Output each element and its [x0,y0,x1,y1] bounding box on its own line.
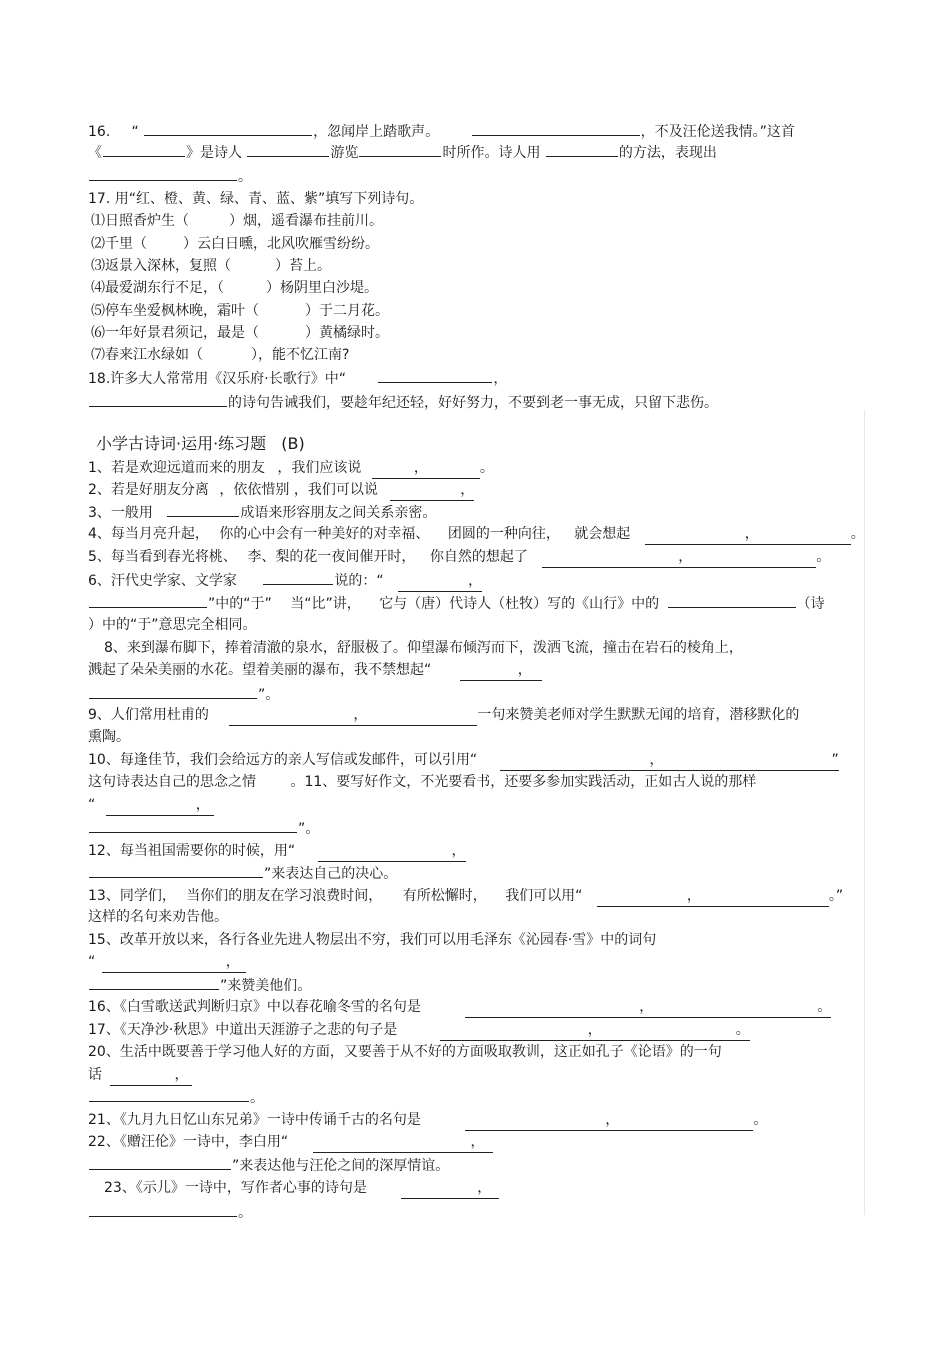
answer-blank[interactable] [465,1110,753,1131]
comma: ， [744,526,759,542]
q16-text-6: 时所作。诗人用 [442,145,541,161]
period: 。 [479,460,494,476]
answer-blank[interactable] [465,997,831,1018]
b21-line [88,1110,767,1130]
answer-blank[interactable] [89,1202,237,1217]
b12-text: 12、每当祖国需要你的时候，用“ [88,843,296,859]
period: 。 [250,1090,264,1106]
q16-text-3: 《 [88,145,102,161]
b1-text: ，我们应该说 [277,460,362,476]
b6-line-3: ）中的“于”意思完全相同。 [88,617,257,633]
period: 。 [816,549,831,565]
q16-number: 16. [88,124,111,140]
q16-text-1: ，忽闻岸上踏歌声。 [313,124,440,140]
b4-text: 4、每当月亮升起， [88,526,209,542]
b4-line [88,524,865,544]
answer-blank[interactable] [372,458,480,479]
b5-text: 你自然的想起了 [429,549,528,565]
b11-line-3 [88,818,319,838]
b22-line-2 [88,1155,449,1175]
answer-blank[interactable] [645,524,851,545]
b3-text: 3、一般用 [88,505,153,521]
b23-line-1 [104,1178,499,1198]
q17-item-text: ⑷最爱湖东行不足，（ [91,280,224,296]
b11-line-2 [88,795,214,815]
q17-item-text: ），能不忆江南? [251,347,350,363]
b23-line-2 [88,1202,252,1222]
b2-text: ，依依惜别 [219,482,290,498]
b13-text: 我们可以用“ [505,888,583,904]
comma: ， [225,954,240,970]
b2-line [88,480,474,500]
b1-text: 1、若是欢迎远道而来的朋友 [88,460,265,476]
section-tag: (B) [281,434,305,453]
answer-blank[interactable] [440,1020,750,1041]
answer-blank[interactable] [110,1065,192,1086]
answer-blank[interactable] [542,547,816,568]
answer-blank[interactable] [102,952,246,973]
answer-blank[interactable] [229,705,477,726]
b6-text: 它与（唐）代诗人（杜牧）写的《山行》中的 [379,596,660,612]
b8-text: 溅起了朵朵美丽的水花。望着美丽的瀑布，我不禁想起“ [88,662,432,678]
section-b-heading [96,433,305,455]
comma: ， [477,1180,492,1196]
q17-item-text: ）杨阴里白沙堤。 [266,280,378,296]
comma: ， [493,371,508,387]
q17-item-text: ）于二月花。 [305,303,389,319]
q17-item-text: ⑸停车坐爱枫林晚，霜叶（ [91,303,259,319]
b12-line-1 [88,841,466,861]
answer-blank[interactable] [398,571,482,592]
answer-blank[interactable] [318,841,466,862]
comma: ， [353,707,368,723]
comma: ， [517,662,532,678]
b10-line-2 [88,772,756,792]
b17-text: 17、《天净沙·秋思》中道出天涯游子之悲的句子是 [88,1022,398,1038]
b15-text: ”来赞美他们。 [220,978,312,994]
b16-line [88,997,831,1017]
q17-item-text: ）烟，遥看瀑布挂前川。 [229,213,383,229]
q17-item-6 [91,323,389,343]
comma: ， [649,752,664,768]
b22-text: ”来表达他与汪伦之间的深厚情谊。 [232,1158,450,1174]
b10-line-1 [88,750,839,770]
answer-blank[interactable] [668,593,796,608]
b13-text: 。” [828,888,844,904]
b2-text: ，我们可以说 [293,482,378,498]
answer-blank[interactable] [597,886,829,907]
b6-text: 说的：“ [334,573,384,589]
b12-text: ”来表达自己的决心。 [264,866,398,882]
quote-open: “ [88,797,96,813]
b16-text: 16、《白雪歌送武判断归京》中以春花喻冬雪的名句是 [88,999,421,1015]
q17-item-text: ）云白日曛，北风吹雁雪纷纷。 [183,236,379,252]
b8-line-2 [88,660,542,680]
comma: ， [413,460,428,476]
q16-text-8: 。 [238,169,252,185]
period: 。 [753,1112,768,1128]
b15-line-2 [88,952,246,972]
q17-item-1 [91,211,383,231]
b6-text: 当“比”讲， [290,596,361,612]
answer-blank[interactable] [89,166,237,181]
answer-blank[interactable] [103,142,185,157]
b2-text: 2、若是好朋友分离 [88,482,209,498]
q17-item-text: ⑶返景入深林，复照（ [91,258,231,274]
b1-line [88,458,494,478]
section-title: 小学古诗词·运用·练习题 [96,434,267,453]
b3-text: 成语来形容朋友之间关系亲密。 [240,505,437,521]
answer-blank[interactable] [247,142,329,157]
answer-blank[interactable] [89,593,207,608]
b10-text: 10、每逢佳节，我们会给远方的亲人写信或发邮件，可以引用“ [88,752,478,768]
b4-text: 就会想起 [574,526,631,542]
b4-text: 你的心中会有一种美好的对幸福、 [219,526,430,542]
b23-text: 23、《示儿》一诗中，写作者心事的诗句是 [104,1180,367,1196]
b5-text: 李、梨的花一夜间催开时， [247,549,416,565]
comma: ， [470,1134,485,1150]
answer-blank[interactable] [401,1178,499,1199]
b22-text: 22、《赠汪伦》一诗中，李白用“ [88,1134,289,1150]
period: 。 [238,1205,252,1221]
b8-text: ”。 [258,687,280,703]
comma: ， [639,999,654,1015]
answer-blank[interactable] [390,480,474,501]
answer-blank[interactable] [89,863,263,878]
b12-line-2 [88,863,397,883]
period: 。 [735,1022,750,1038]
b15-line-1: 15、改革开放以来，各行各业先进人物层出不穷，我们可以用毛泽东《沁园春·雪》中的词句 [88,932,657,948]
answer-blank[interactable] [89,684,257,699]
comma: ， [587,1022,602,1038]
b8-line-3 [88,684,279,704]
q17-item-text: ⑺春来江水绿如（ [91,347,203,363]
answer-blank[interactable] [359,142,441,157]
quote-open: “ [88,954,96,970]
b9-line-2: 熏陶。 [88,729,130,745]
b13-text: 有所松懈时， [402,888,487,904]
b13-text: 当你们的朋友在学习浪费时间， [186,888,383,904]
comma: ， [605,1112,620,1128]
b4-text: 团圆的一种向往， [447,526,560,542]
answer-blank[interactable] [167,502,239,517]
q16-text-2: ，不及汪伦送我情。”这首 [640,124,795,140]
answer-blank[interactable] [89,1087,249,1102]
q17-item-text: ⑴日照香炉生（ [91,213,189,229]
q17-item-text: ⑹一年好景君须记，最是（ [91,325,259,341]
q16-text-5: 游览 [330,145,359,161]
answer-blank[interactable] [106,795,214,816]
answer-blank[interactable] [89,818,297,833]
q16-line-3 [88,166,252,186]
answer-blank[interactable] [89,975,219,990]
b9-text: 9、人们常用杜甫的 [88,707,209,723]
comma: ， [174,1067,189,1083]
b5-line [88,547,830,567]
q18-line-2 [88,392,718,412]
q16-text-4: 》是诗人 [186,145,242,161]
q16-line-2 [88,142,717,162]
b6-text: 6、汗代史学家、文学家 [88,573,237,589]
answer-blank[interactable] [144,121,312,136]
q17-item-2 [91,234,379,254]
b21-text: 21、《九月九日忆山东兄弟》一诗中传诵千古的名句是 [88,1112,421,1128]
b9-text: 一句来赞美老师对学生默默无闻的培育，潜移默化的 [477,707,800,723]
comma: ， [468,573,483,589]
b13-line-1 [88,886,843,906]
q17-item-text: ）黄橘绿时。 [305,325,389,341]
b15-line-3 [88,975,311,995]
b20-line-3 [88,1087,264,1107]
b13-line-2: 这样的名句来劝告他。 [88,909,228,925]
b20-text: 话 [88,1067,102,1083]
b3-line [88,502,436,522]
comma: ， [686,888,701,904]
answer-blank[interactable] [89,1155,231,1170]
b6-text: ”中的“于” [208,596,272,612]
answer-blank[interactable] [89,392,227,407]
q17-item-5 [91,301,389,321]
q17-item-3 [91,256,331,276]
answer-blank[interactable] [472,121,640,136]
q17-item-text: ⑵千里（ [91,236,147,252]
b20-line-1: 20、生活中既要善于学习他人好的方面，又要善于从不好的方面吸取教训，这正如孔子《论语》的一句 [88,1044,722,1060]
q18-text-1: 18.许多大人常常用《汉乐府·长歌行》中“ [88,371,346,387]
answer-blank[interactable] [460,660,542,681]
q18-line-1 [88,368,507,388]
quote-open: “ [131,124,139,140]
answer-blank[interactable] [313,1132,493,1153]
q17-item-text: ）苔上。 [275,258,331,274]
comma: ， [195,797,210,813]
period: 。 [850,526,865,542]
answer-blank[interactable] [500,750,839,771]
comma: ， [451,843,466,859]
b5-text: 5、每当看到春光将桃、 [88,549,237,565]
b20-line-2 [88,1065,192,1085]
b6-line-1 [88,570,482,590]
b6-text: （诗 [796,596,825,612]
answer-blank[interactable] [263,570,333,585]
comma: ， [460,482,475,498]
b6-line-2 [88,593,825,613]
b8-line-1: 8、来到瀑布脚下，捧着清澈的泉水，舒服极了。仰望瀑布倾泻而下，泼洒飞流，撞击在岩石的棱角上， [104,640,743,656]
q16-line-1 [88,121,795,141]
b11-text: 。11、要写好作文，不光要看书，还要多参加实践活动，正如古人说的那样 [290,774,757,790]
period: 。 [817,999,832,1015]
answer-blank[interactable] [378,368,492,383]
b22-line-1 [88,1132,493,1152]
q16-text-7: 的方法，表现出 [618,145,717,161]
b9-line-1 [88,705,799,725]
b13-text: 13、同学们， [88,888,176,904]
comma: ， [678,549,693,565]
q17-item-7 [91,345,349,365]
answer-blank[interactable] [546,142,618,157]
q17-title: 17. 用“红、橙、黄、绿、青、蓝、紫”填写下列诗句。 [88,191,424,207]
q18-text-2: 的诗句告诫我们，要趁年纪还轻，好好努力，不要到老一事无成，只留下悲伤。 [228,395,718,411]
b11-text: ”。 [298,821,320,837]
q17-item-4 [91,278,378,298]
b10-text: 这句诗表达自己的思念之情 [88,774,256,790]
quote-close: ” [831,752,839,768]
b17-line [88,1020,750,1040]
